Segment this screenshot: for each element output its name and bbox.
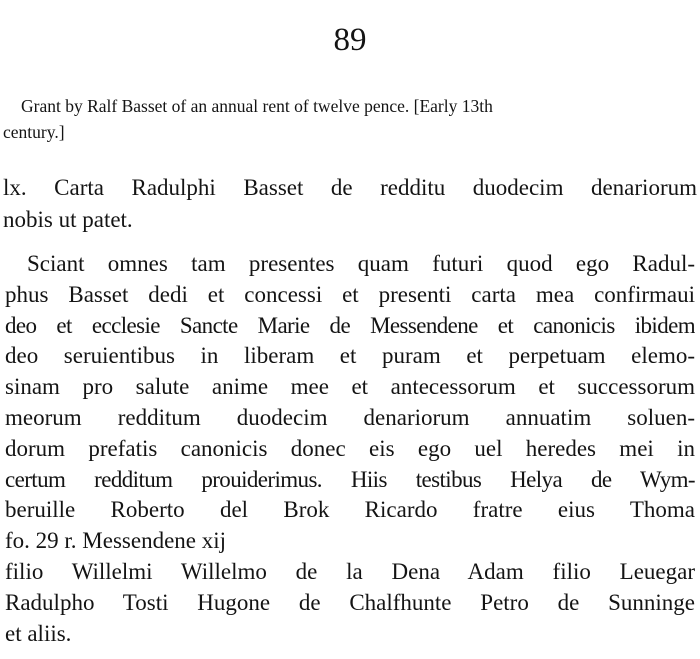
summary-line-1: Grant by Ralf Basset of an annual rent of twelve pence. [Early 13th	[21, 96, 493, 116]
body-line: deo seruientibus in liberam et puram et perpetuam elemo-	[5, 343, 695, 369]
summary-line-2: century.]	[3, 122, 65, 142]
body-line: dorum prefatis canonicis donec eis ego uel heredes mei in	[5, 435, 695, 461]
page-number: 89	[333, 22, 367, 58]
body-line: Sciant omnes tam presentes quam futuri quod ego Radul-	[27, 251, 695, 276]
body-line: et aliis.	[5, 620, 72, 646]
charter-heading	[3, 172, 697, 236]
heading-line-1: lx. Carta Radulphi Basset de redditu duodecim denariorum	[3, 175, 697, 200]
charter-text	[5, 249, 695, 649]
body-line: beruille Roberto del Brok Ricardo fratre eius Thoma	[5, 497, 695, 523]
body-line: sinam pro salute anime mee et antecessorum et successorum	[5, 374, 695, 400]
body-line: certum redditum prouiderimus. Hiis testibus Helya de Wym-	[5, 466, 695, 492]
body-line: deo et ecclesie Sancte Marie de Messendene et canonicis ibidem	[5, 312, 695, 338]
body-line: meorum redditum duodecim denariorum annuatim soluen-	[5, 404, 695, 430]
body-line: filio Willelmi Willelmo de la Dena Adam filio Leuegar	[5, 558, 695, 584]
body-line: Radulpho Tosti Hugone de Chalfhunte Petro de Sunninge	[5, 589, 695, 615]
body-line: phus Basset dedi et concessi et presenti carta mea confirmaui	[5, 281, 695, 307]
folio-margin-note: fo. 29 r. Messendene xij	[5, 528, 227, 554]
heading-line-2: nobis ut patet.	[3, 207, 133, 232]
document-summary	[3, 93, 693, 145]
